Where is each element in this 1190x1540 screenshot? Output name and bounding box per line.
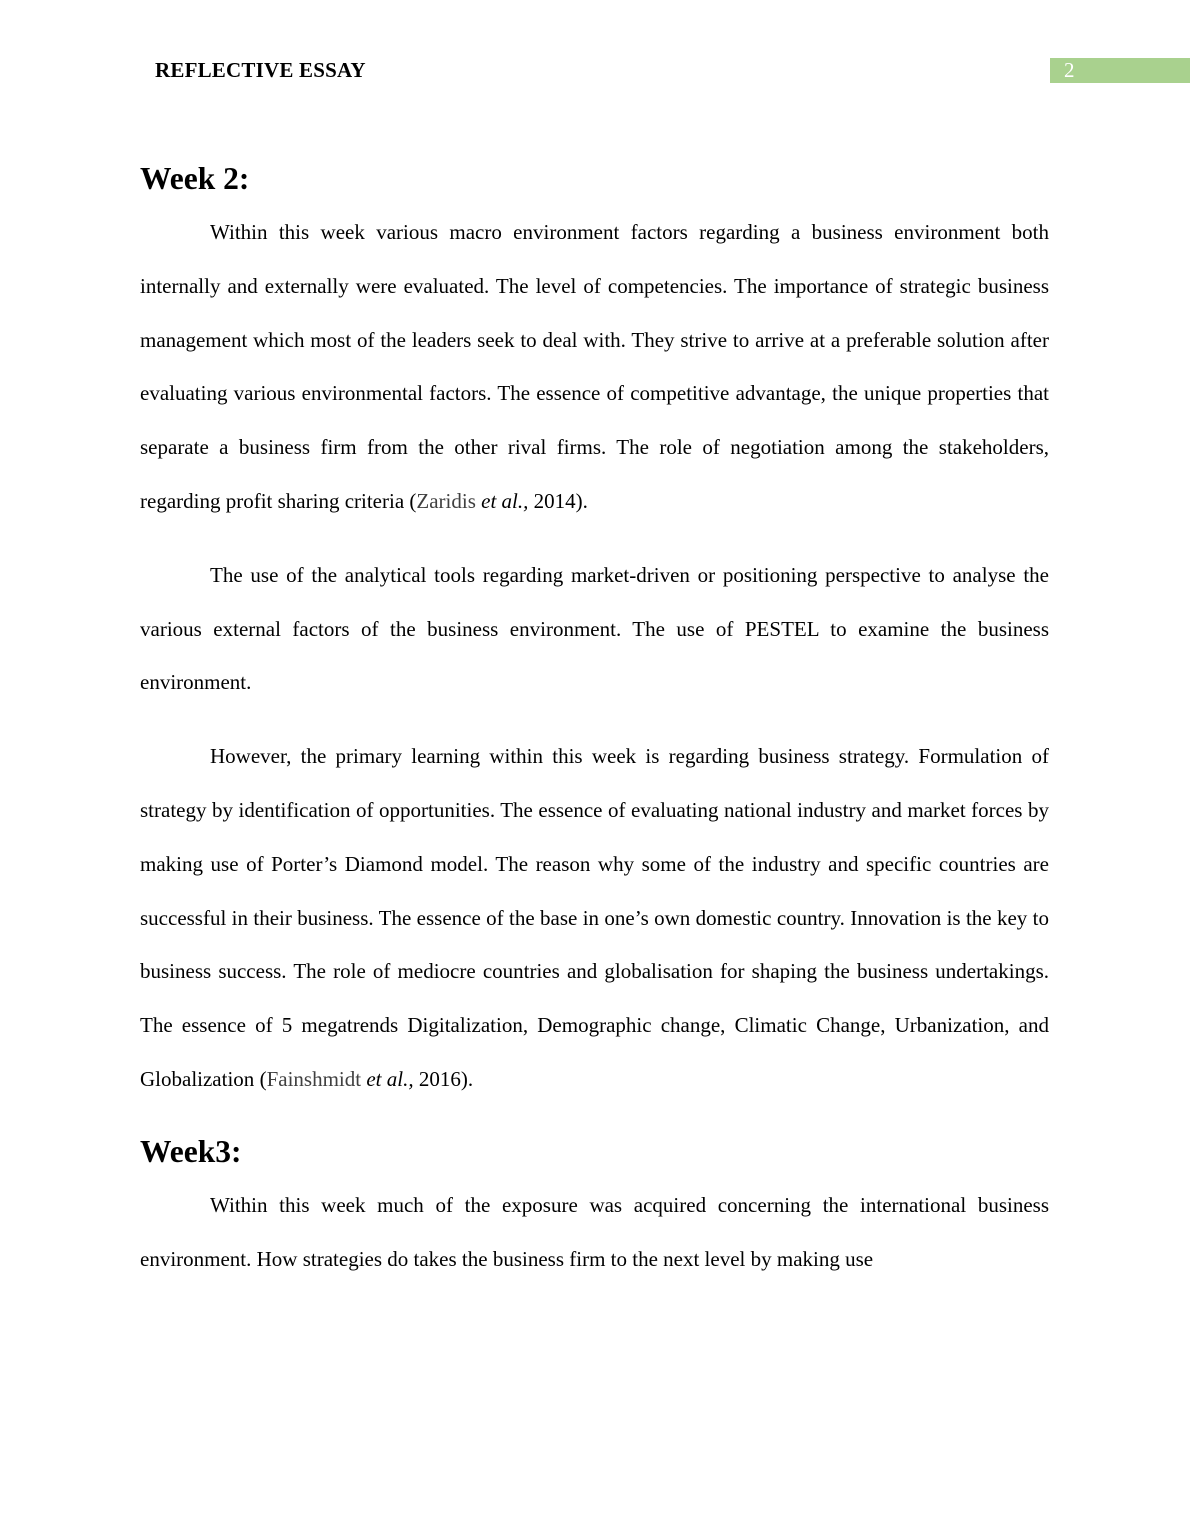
citation-author: Fainshmidt: [266, 1066, 367, 1091]
section-heading-week-2: Week 2:: [140, 161, 250, 196]
paragraph-week3-1: Within this week much of the exposure was acquired concerning the international business environment. How strategies do takes the business firm to the next level by making use: [140, 1192, 1049, 1271]
citation-open: (: [259, 1066, 267, 1091]
paragraph-text: Within this week various macro environment factors regarding a business environment both internally and externally were evaluated. The level of competencies. The importance of strategic business management which most of the leaders seek to deal with. They strive to arrive at a preferable solution after evaluating various environmental factors. The essence of competitive advantage, the unique properties that separate a business firm from the other rival firms. The role of negotiation among the stakeholders, regarding profit sharing criteria (: [140, 220, 1049, 513]
section-heading-week-3: Week3:: [140, 1133, 242, 1169]
paragraph-week2-2: The use of the analytical tools regarding market-driven or positioning perspective to analyse the various external factors of the business environment. The use of PESTEL to examine the business environment.: [140, 562, 1049, 695]
document-body: [140, 158, 1049, 1286]
citation-year: 2016: [413, 1066, 461, 1091]
paragraph-week2-1: [140, 206, 1049, 529]
citation-author: Zaridis: [416, 488, 476, 513]
page-number-badge: 2: [1050, 58, 1190, 83]
citation-close: ).: [575, 488, 588, 513]
paragraph-week2-3: [140, 730, 1049, 1107]
citation-etal: et al.,: [366, 1066, 414, 1091]
citation-year: 2014: [528, 488, 576, 513]
citation-close: ).: [460, 1066, 474, 1091]
citation-etal: et al.,: [481, 488, 529, 513]
running-head-title: REFLECTIVE ESSAY: [155, 58, 366, 82]
paragraph-text: However, the primary learning within this week is regarding business strategy. Formulation of strategy by identification of opportunities. The essence of evaluating national industry and market forces by making use of Porter’s Diamond model. The reason why some of the industry and specific countries are successful in their business. The essence of the base in one’s own domestic country. Innovation is the key to business success. The role of mediocre countries and globalisation for shaping the business undertakings. The essence of 5 megatrends Digitalization, Demographic change, Climatic Change, Urbanization, and Globalization: [140, 744, 1049, 1091]
